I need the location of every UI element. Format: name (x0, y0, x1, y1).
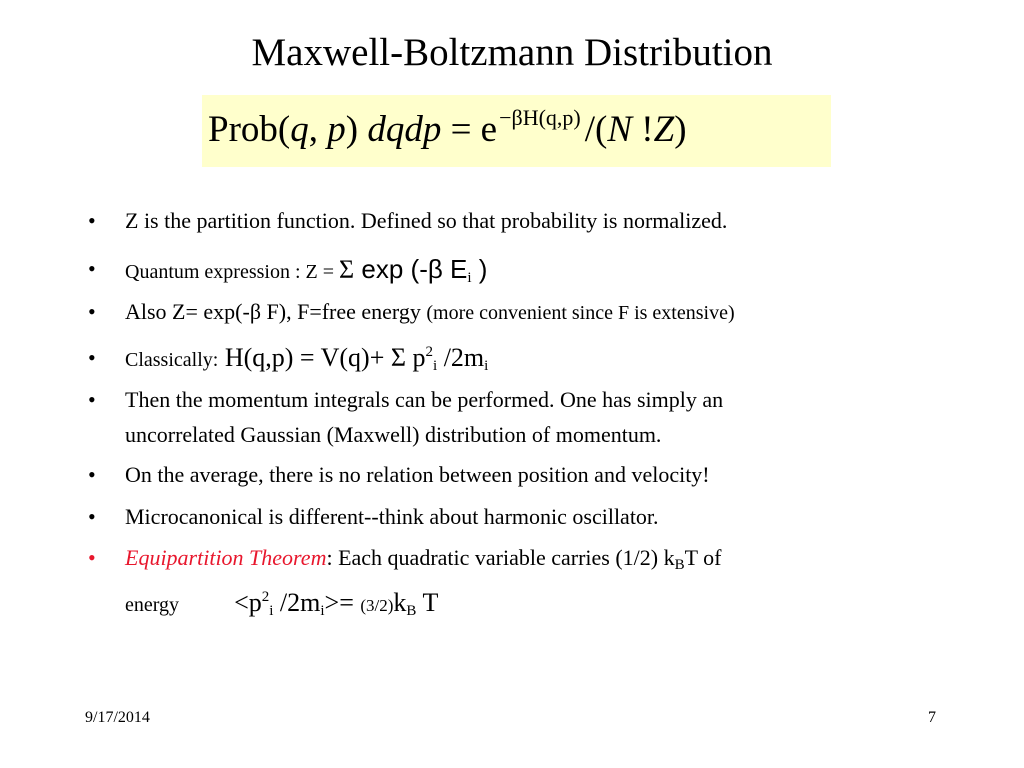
bullet-marker: • (88, 208, 96, 233)
bullet-marker: • (88, 504, 96, 529)
bullet-text: Quantum expression : Z = Σ exp (-β $E_i$ ) (125, 254, 488, 286)
boltzmann-formula: Prob(q, p) dqdp = $e^{-\beta H(q,p)}$ /(N !Z) (208, 105, 687, 150)
bullet-text: Equipartition Theorem: Each quadratic variable carries (1/2) $k_BT$ of (125, 545, 722, 573)
bullet-continuation: uncorrelated Gaussian (Maxwell) distribution of momentum. (125, 422, 662, 447)
formula-exponent: −βH(q,p) (499, 105, 581, 130)
bullet-text: Also Z= exp(-β F), F=free energy (more convenient since F is extensive) (125, 299, 735, 324)
bullet-marker: • (88, 545, 96, 570)
equipartition-term: Equipartition Theorem (125, 545, 327, 570)
bullet-marker: • (88, 462, 96, 487)
bullet-marker: • (88, 256, 96, 281)
bullet-text: Microcanonical is different--think about harmonic oscillator. (125, 504, 659, 529)
footer-page-number: 7 (928, 709, 936, 726)
bullet-text: On the average, there is no relation between position and velocity! (125, 462, 710, 487)
bullet-marker: • (88, 387, 96, 412)
bullet-text: Then the momentum integrals can be performed. One has simply an (125, 387, 724, 412)
bullet-continuation-equipartition: energy $<p^2_i$ $/2m_i>= (3/2)k_B$ T (125, 588, 439, 619)
bullet-text: Z is the partition function. Defined so that probability is normalized. (125, 208, 728, 233)
bullet-marker: • (88, 299, 96, 324)
footer-date: 9/17/2014 (85, 709, 150, 726)
slide-title: Maxwell-Boltzmann Distribution (251, 31, 773, 74)
bullet-marker: • (88, 345, 96, 370)
bullet-note: (more convenient since F is extensive) (426, 302, 735, 324)
bullet-text: Classically: H(q,p) = V(q)+ Σ $p^2_i$ $/2m_i$ (125, 343, 489, 374)
